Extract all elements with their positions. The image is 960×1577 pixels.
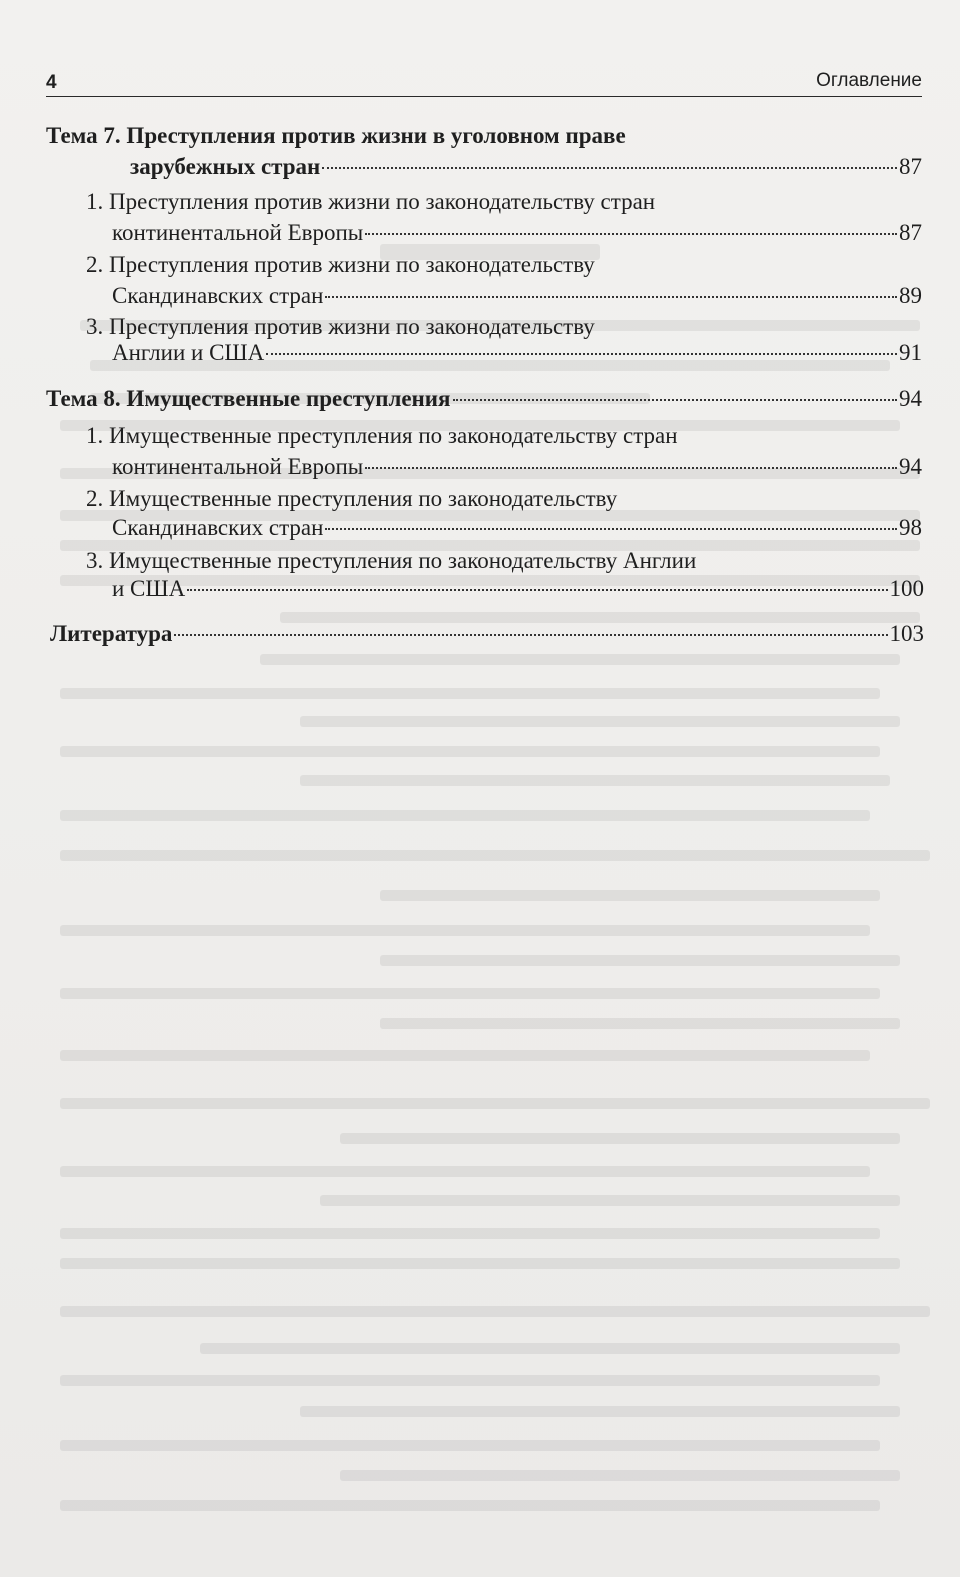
toc-7-3-page: 91 (899, 340, 922, 365)
toc-topic-7-entry[interactable] (130, 153, 922, 181)
toc-8-3-entry[interactable] (112, 575, 924, 603)
leader-dots (187, 589, 887, 591)
leader-dots (174, 634, 887, 636)
toc-8-3-line1: 3. Имущественные преступления по законодательству Англии (86, 548, 697, 573)
toc-7-2-page: 89 (899, 283, 922, 308)
leader-dots (325, 528, 897, 530)
toc-7-3-line2: Англии и США (112, 340, 265, 365)
toc-topic-7-title-line2: зарубежных стран (130, 154, 321, 179)
toc-8-2-entry[interactable] (112, 514, 922, 542)
toc-7-1-line1: 1. Преступления против жизни по законодательству стран (86, 189, 656, 214)
toc-8-1-entry[interactable] (112, 453, 922, 481)
toc-topic-7-page: 87 (899, 154, 922, 179)
toc-topic-8-title: Тема 8. Имущественные преступления (46, 386, 451, 411)
toc-literature-title: Литература (50, 621, 173, 646)
toc-7-3-entry[interactable] (112, 339, 922, 367)
leader-dots (266, 353, 897, 355)
toc-8-1-line2: континентальной Европы (112, 454, 364, 479)
toc-8-2-line1: 2. Имущественные преступления по законодательству (86, 486, 618, 511)
toc-literature-page: 103 (889, 621, 924, 646)
toc-7-1-line2: континентальной Европы (112, 220, 364, 245)
leader-dots (322, 167, 897, 169)
toc-8-2-page: 98 (899, 515, 922, 540)
toc-7-1-entry[interactable] (112, 219, 922, 247)
toc-topic-8-entry[interactable] (46, 385, 922, 413)
running-title: Оглавление (816, 70, 922, 91)
toc-8-3-page: 100 (889, 576, 924, 601)
toc-topic-7-title-line1: Тема 7. Преступления против жизни в уголовном праве (46, 123, 626, 148)
toc-8-3-line2: и США (112, 576, 186, 601)
leader-dots (325, 296, 897, 298)
leader-dots (453, 399, 898, 401)
toc-8-1-line1: 1. Имущественные преступления по законодательству стран (86, 423, 678, 448)
running-header (46, 66, 922, 97)
leader-dots (365, 233, 897, 235)
page-number: 4 (46, 72, 57, 93)
toc-7-2-line1: 2. Преступления против жизни по законодательству (86, 252, 595, 277)
toc-literature-entry[interactable] (50, 620, 924, 648)
toc-8-1-page: 94 (899, 454, 922, 479)
leader-dots (365, 467, 897, 469)
toc-7-2-line2: Скандинавских стран (112, 283, 324, 308)
toc-8-2-line2: Скандинавских стран (112, 515, 324, 540)
toc-7-1-page: 87 (899, 220, 922, 245)
toc-7-2-entry[interactable] (112, 282, 922, 310)
toc-7-3-line1: 3. Преступления против жизни по законодательству (86, 314, 595, 339)
toc-topic-8-page: 94 (899, 386, 922, 411)
